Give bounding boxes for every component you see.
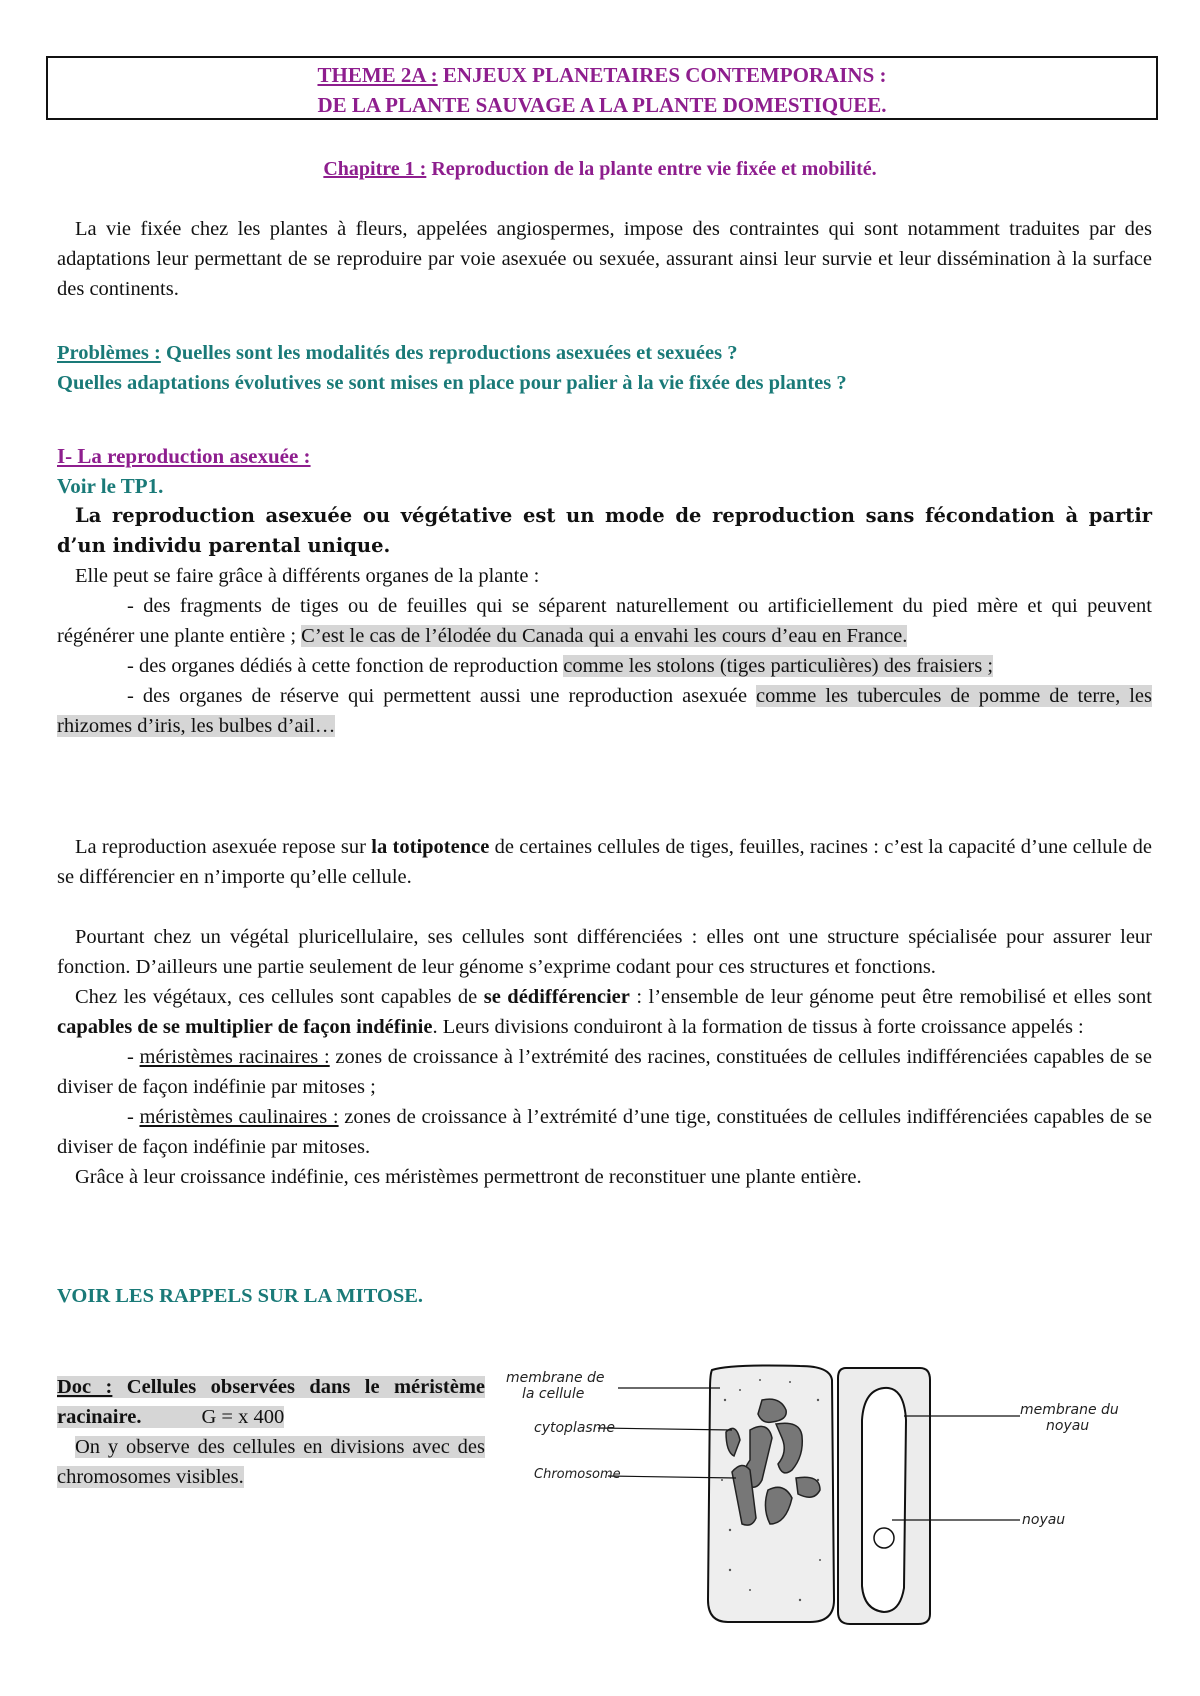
organ-item-1: [57, 591, 1152, 651]
theme-title-box: [46, 56, 1158, 120]
mitosis-note: VOIR LES RAPPELS SUR LA MITOSE.: [57, 1285, 424, 1307]
cell-diagram-svg: [500, 1360, 1120, 1660]
label-cytoplasm: cytoplasme: [534, 1420, 615, 1436]
organ-item-1-example: C’est le cas de l’élodée du Canada qui a envahi les cours d’eau en France.: [301, 625, 908, 647]
label-nuclear-membrane-1: membrane du: [1020, 1402, 1119, 1418]
label-cell-membrane-2: la cellule: [522, 1386, 585, 1402]
meristem-2-text: zones de croissance à l’extrémité d’une tige, constituées de cellules indifférenciées capables de se diviser de façon indéfinie par mitoses.: [57, 1106, 1152, 1158]
nucleus-membrane: [862, 1388, 906, 1612]
intro-text: La vie fixée chez les plantes à fleurs, appelées angiospermes, impose des contraintes qui sont notamment traduites par des adaptations leur permettant de se reproduire par voie asexuée ou sexuée, assurant ainsi leur survie et leur dissémination à la surface des continents.: [57, 218, 1152, 300]
doc-title-line: [57, 1376, 485, 1428]
section-heading: I- La reproduction asexuée :: [57, 444, 311, 468]
totipotence-c: de certaines cellules de tiges, feuilles, racines : c’est la capacité d’une cellule de se différencier en n’importe qu’elle cellule.: [57, 836, 1153, 888]
doc-caption: [57, 1432, 485, 1492]
doc-caption-block: [57, 1372, 485, 1492]
intro-paragraph: [57, 214, 1152, 304]
theme-title-line1: [48, 60, 1156, 90]
problems-block: [57, 338, 1152, 398]
organ-item-2-text: - des organes dédiés à cette fonction de reproduction: [127, 655, 564, 677]
doc-magnification: G = x 400: [201, 1406, 285, 1428]
label-chromosome: Chromosome: [534, 1467, 621, 1482]
meristem-item-2: - méristèmes caulinaires : zones de croissance à l’extrémité d’une tige, constituées de cellules indifférenciées capables de se diviser de façon indéfinie par mitoses.: [57, 1106, 1152, 1158]
doc-label: Doc :: [57, 1376, 113, 1398]
totipotence-paragraph: [57, 832, 1152, 892]
organ-item-3-example: comme les tubercules de pomme de terre, les rhizomes d’iris, les bulbes d’ail…: [57, 685, 1152, 737]
chapter-title: [0, 158, 1200, 181]
problems-label: Problèmes :: [57, 342, 161, 364]
organ-item-3: [57, 681, 1152, 741]
theme-subtitle: DE LA PLANTE SAUVAGE A LA PLANTE DOMESTIQUEE.: [317, 93, 887, 117]
label-nucleus: noyau: [1022, 1512, 1066, 1528]
totipotence-text: [57, 832, 1152, 892]
doc-caption-text: On y observe des cellules en divisions avec des chromosomes visibles.: [57, 1436, 485, 1488]
organ-item-2-example: comme les stolons (tiges particulières) des fraisiers ;: [563, 655, 994, 677]
organs-intro: Elle peut se faire grâce à différents organes de la plante :: [75, 565, 540, 587]
differentiation-text: Pourtant chez un végétal pluricellulaire, ses cellules sont différenciées : elles ont une structure spécialisée pour assurer leur fonction. D’ailleurs une partie seulement de leur génome s’exprime codant pour ces structures et fonctions.: [57, 926, 1152, 978]
dedifferentiation-text: [57, 982, 1152, 1042]
organ-item-1-text: - des fragments de tiges ou de feuilles qui se séparent naturellement ou artificiellement du pied mère et qui peuvent régénérer une plante entière ;: [57, 595, 1152, 647]
organ-item-3-text: - des organes de réserve qui permettent aussi une reproduction asexuée: [127, 685, 757, 707]
totipotence-a: La reproduction asexuée repose sur: [75, 836, 372, 858]
dediff-a: Chez les végétaux, ces cellules sont capables de: [75, 986, 484, 1008]
differentiation-block: [57, 922, 1152, 1192]
label-nuclear-membrane-2: noyau: [1046, 1418, 1090, 1434]
totipotence-term: la totipotence: [371, 836, 490, 858]
conclusion-text: Grâce à leur croissance indéfinie, ces méristèmes permettront de reconstituer une plante entière.: [75, 1166, 862, 1188]
dediff-c: : l’ensemble de leur génome peut être remobilisé et elles sont: [629, 986, 1152, 1008]
organ-item-2: [57, 651, 1152, 681]
label-cell-membrane-1: membrane de: [506, 1370, 605, 1386]
nucleolus: [874, 1528, 894, 1548]
problem-line-1: [57, 338, 1152, 368]
chromosome-shape: [796, 1477, 820, 1497]
meristem-1-label: méristèmes racinaires :: [139, 1046, 330, 1068]
cell-diagram: [500, 1360, 1120, 1660]
meristem-1-text: zones de croissance à l’extrémité des racines, constituées de cellules indifférenciées capables de se diviser de façon indéfinie par mitoses ;: [57, 1046, 1153, 1098]
dediff-term: se dédifférencier: [483, 986, 630, 1008]
chapter-name: Reproduction de la plante entre vie fixée et mobilité.: [426, 158, 877, 180]
problem-question-2: Quelles adaptations évolutives se sont mises en place pour palier à la vie fixée des plantes ?: [57, 372, 847, 394]
see-tp-link: Voir le TP1.: [57, 474, 164, 498]
section1-body: [57, 501, 1152, 741]
doc-title: Cellules observées dans le méristème racinaire.: [57, 1376, 486, 1428]
chapter-label: Chapitre 1 :: [323, 158, 427, 180]
theme-label: THEME 2A :: [317, 63, 438, 87]
meristem-2-label: méristèmes caulinaires :: [139, 1106, 339, 1128]
meristem-item-1: - méristèmes racinaires : zones de croissance à l’extrémité des racines, constituées de cellules indifférenciées capables de se diviser de façon indéfinie par mitoses ;: [57, 1046, 1153, 1098]
theme-title: ENJEUX PLANETAIRES CONTEMPORAINS :: [437, 63, 887, 87]
problem-question-1: Quelles sont les modalités des reproductions asexuées et sexuées ?: [160, 342, 738, 364]
definition-text: La reproduction asexuée ou végétative est un mode de reproduction sans fécondation à partir d’un individu parental unique.: [57, 504, 1152, 557]
dediff-multiply: capables de se multiplier de façon indéfinie: [57, 1016, 433, 1038]
dediff-e: . Leurs divisions conduiront à la formation de tissus à forte croissance appelés :: [432, 1016, 1084, 1038]
